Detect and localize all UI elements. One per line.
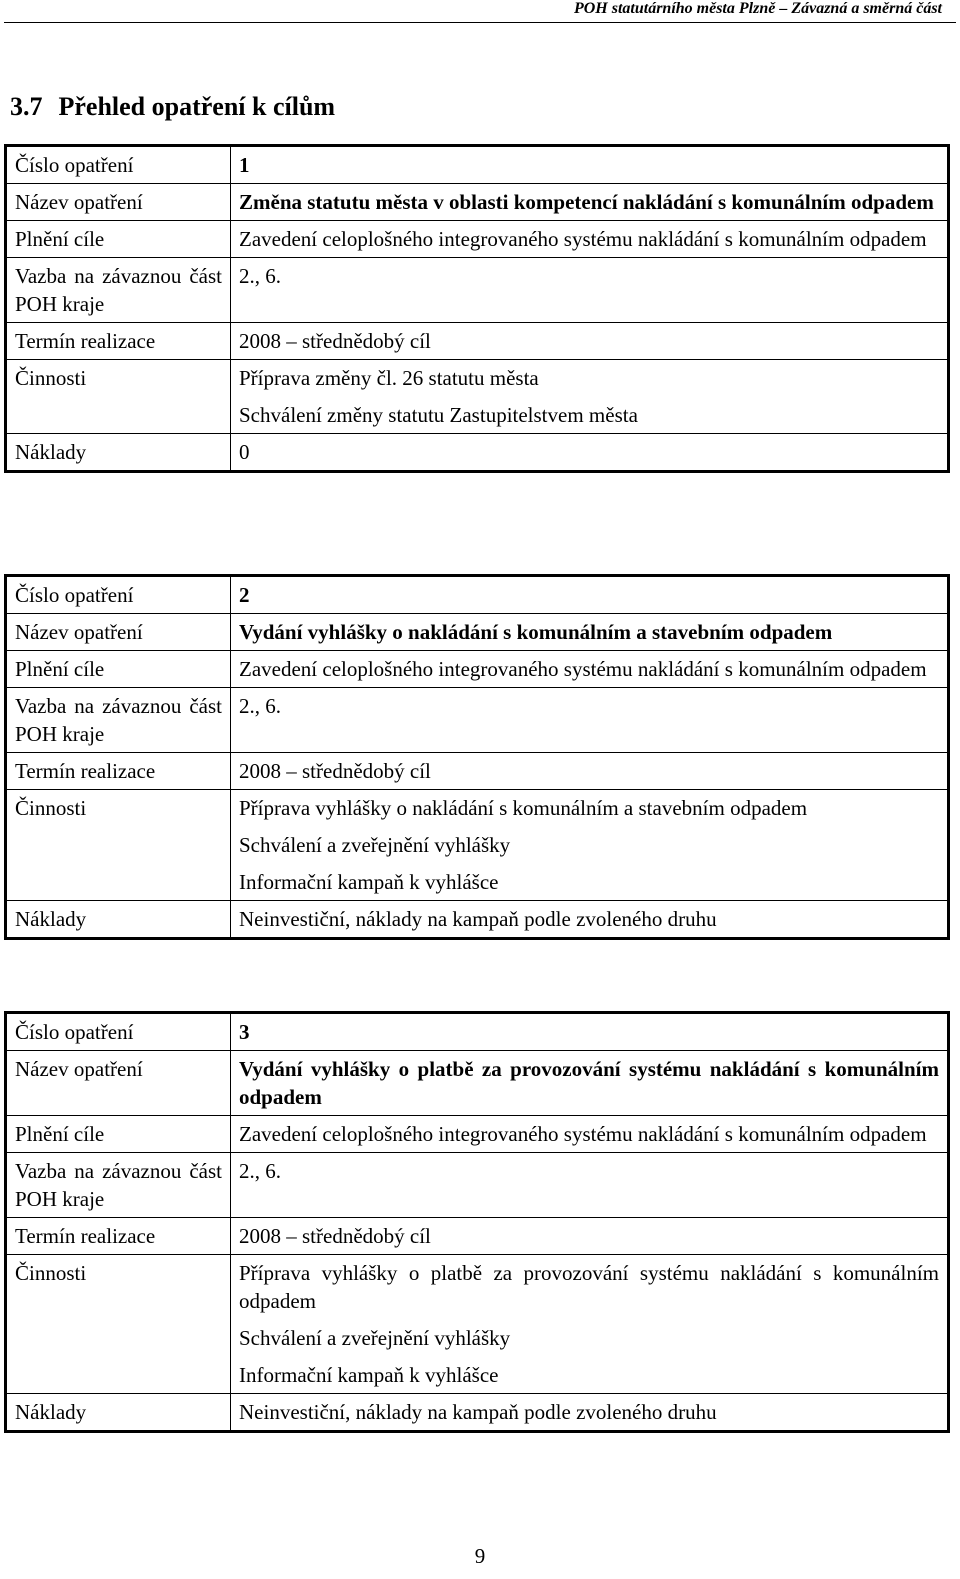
row-naklady bbox=[6, 901, 949, 939]
label-vazba: Vazba na závaznou část POH kraje bbox=[6, 258, 231, 323]
label-termin: Termín realizace bbox=[6, 323, 231, 360]
row-plneni bbox=[6, 1116, 949, 1153]
activity-item: Schválení a zveřejnění vyhlášky bbox=[239, 833, 511, 857]
value-termin: 2008 – střednědobý cíl bbox=[231, 323, 949, 360]
value-cislo: 2 bbox=[231, 576, 949, 614]
value-nazev: Změna statutu města v oblasti kompetencí nakládání s komunálním odpadem bbox=[231, 184, 949, 221]
value-cinnosti bbox=[231, 1255, 949, 1394]
activity-item: Informační kampaň k vyhlášce bbox=[239, 1363, 499, 1387]
value-vazba: 2., 6. bbox=[231, 688, 949, 753]
value-cislo: 3 bbox=[231, 1013, 949, 1051]
row-vazba bbox=[6, 688, 949, 753]
label-nazev: Název opatření bbox=[6, 184, 231, 221]
label-naklady: Náklady bbox=[6, 434, 231, 472]
label-plneni: Plnění cíle bbox=[6, 221, 231, 258]
row-cislo bbox=[6, 146, 949, 184]
row-cinnosti bbox=[6, 790, 949, 901]
row-termin bbox=[6, 1218, 949, 1255]
activity-item: Příprava změny čl. 26 statutu města bbox=[239, 366, 539, 390]
row-termin bbox=[6, 323, 949, 360]
row-cinnosti bbox=[6, 360, 949, 434]
value-naklady: 0 bbox=[231, 434, 949, 472]
activity-item: Příprava vyhlášky o nakládání s komunálním a stavebním odpadem bbox=[239, 796, 808, 820]
section-heading: Přehled opatření k cílům bbox=[58, 92, 336, 121]
page-number: 9 bbox=[474, 1544, 486, 1568]
label-plneni: Plnění cíle bbox=[6, 1116, 231, 1153]
value-plneni: Zavedení celoplošného integrovaného systému nakládání s komunálním odpadem bbox=[231, 1116, 949, 1153]
row-plneni bbox=[6, 651, 949, 688]
value-termin: 2008 – střednědobý cíl bbox=[231, 753, 949, 790]
label-cinnosti: Činnosti bbox=[6, 360, 231, 434]
row-nazev bbox=[6, 1051, 949, 1116]
value-naklady: Neinvestiční, náklady na kampaň podle zvoleného druhu bbox=[231, 901, 949, 939]
value-vazba: 2., 6. bbox=[231, 1153, 949, 1218]
label-plneni: Plnění cíle bbox=[6, 651, 231, 688]
label-cislo: Číslo opatření bbox=[6, 146, 231, 184]
row-vazba bbox=[6, 1153, 949, 1218]
section-title bbox=[10, 92, 335, 122]
value-vazba: 2., 6. bbox=[231, 258, 949, 323]
label-cislo: Číslo opatření bbox=[6, 1013, 231, 1051]
value-naklady: Neinvestiční, náklady na kampaň podle zvoleného druhu bbox=[231, 1394, 949, 1432]
value-termin: 2008 – střednědobý cíl bbox=[231, 1218, 949, 1255]
label-vazba: Vazba na závaznou část POH kraje bbox=[6, 1153, 231, 1218]
row-nazev bbox=[6, 614, 949, 651]
label-cinnosti: Činnosti bbox=[6, 1255, 231, 1394]
label-termin: Termín realizace bbox=[6, 753, 231, 790]
label-vazba: Vazba na závaznou část POH kraje bbox=[6, 688, 231, 753]
label-nazev: Název opatření bbox=[6, 1051, 231, 1116]
label-termin: Termín realizace bbox=[6, 1218, 231, 1255]
value-plneni: Zavedení celoplošného integrovaného systému nakládání s komunálním odpadem bbox=[231, 651, 949, 688]
label-nazev: Název opatření bbox=[6, 614, 231, 651]
row-termin bbox=[6, 753, 949, 790]
row-nazev bbox=[6, 184, 949, 221]
value-cislo: 1 bbox=[231, 146, 949, 184]
value-plneni: Zavedení celoplošného integrovaného systému nakládání s komunálním odpadem bbox=[231, 221, 949, 258]
row-cinnosti bbox=[6, 1255, 949, 1394]
row-vazba bbox=[6, 258, 949, 323]
value-nazev: Vydání vyhlášky o nakládání s komunálním a stavebním odpadem bbox=[231, 614, 949, 651]
activity-item: Příprava vyhlášky o platbě za provozování systému nakládání s komunálním odpadem bbox=[239, 1261, 939, 1313]
measure-table-2 bbox=[4, 574, 950, 940]
activity-item: Informační kampaň k vyhlášce bbox=[239, 870, 499, 894]
row-cislo bbox=[6, 1013, 949, 1051]
label-cinnosti: Činnosti bbox=[6, 790, 231, 901]
measure-table-1 bbox=[4, 144, 950, 473]
label-naklady: Náklady bbox=[6, 1394, 231, 1432]
header-rule bbox=[4, 22, 956, 23]
value-nazev: Vydání vyhlášky o platbě za provozování systému nakládání s komunálním odpadem bbox=[231, 1051, 949, 1116]
value-cinnosti bbox=[231, 790, 949, 901]
value-cinnosti bbox=[231, 360, 949, 434]
label-cislo: Číslo opatření bbox=[6, 576, 231, 614]
running-header: POH statutárního města Plzně – Závazná a směrná část bbox=[573, 0, 942, 17]
row-naklady bbox=[6, 1394, 949, 1432]
activity-item: Schválení změny statutu Zastupitelstvem města bbox=[239, 403, 638, 427]
label-naklady: Náklady bbox=[6, 901, 231, 939]
row-naklady bbox=[6, 434, 949, 472]
row-cislo bbox=[6, 576, 949, 614]
row-plneni bbox=[6, 221, 949, 258]
activity-item: Schválení a zveřejnění vyhlášky bbox=[239, 1326, 511, 1350]
measure-table-3 bbox=[4, 1011, 950, 1433]
section-number: 3.7 bbox=[10, 92, 43, 121]
